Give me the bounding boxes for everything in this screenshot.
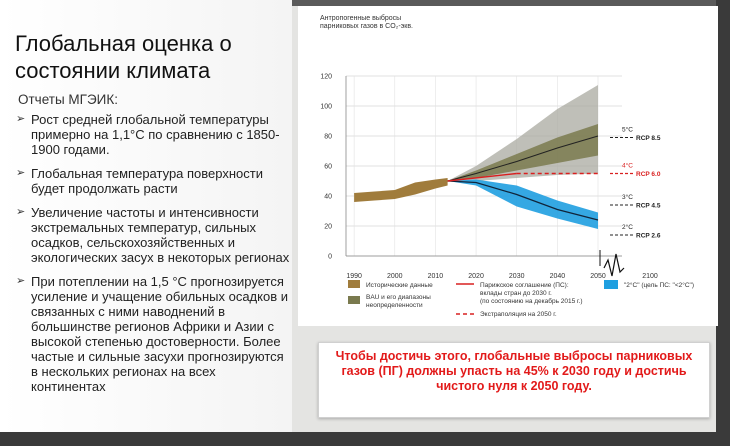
slide-title	[15, 30, 232, 84]
x-tick-label: 2010	[427, 273, 444, 280]
scenario-label: RCP 6.0	[636, 171, 661, 178]
legend-swatch-bau	[348, 296, 360, 304]
x-tick-label: 2000	[386, 273, 403, 280]
chart-title-line-1: Антропогенные выбросы	[320, 15, 402, 22]
scenario-label: RCP 4.5	[636, 202, 661, 210]
y-tick-label: 60	[324, 163, 332, 171]
x-tick-label: 2020	[468, 273, 484, 280]
bullet-item: ➢ Рост средней глобальной температуры примерно на 1,1°С по сравнению с 1850-1900 годами.	[16, 112, 291, 157]
legend-label-paris-line-2: вклады стран до 2030 г.	[480, 290, 552, 297]
x-tick-label: 2050	[590, 273, 606, 280]
callout-box	[318, 342, 710, 418]
scenario-temp-label: 3°C	[622, 194, 633, 201]
x-tick-label: 2100	[642, 273, 658, 280]
bullet-item: ➢ Увеличение частоты и интенсивности экстремальных температур, сильных осадков, сельскохозяйственных и экологических засух в некоторых регионах	[16, 205, 291, 265]
axis-break-mark	[604, 254, 624, 276]
x-tick-label: 1990	[346, 273, 362, 280]
y-tick-label: 80	[324, 133, 332, 141]
emissions-chart	[298, 6, 718, 326]
chart-title-line-2: парниковых газов в CO₂-экв.	[320, 23, 413, 30]
legend-label-two-degree: "2°C" (цель ПС: "<2°C")	[624, 282, 694, 289]
bullet-item: ➢ При потеплении на 1,5 °C прогнозируется усиление и учащение обильных осадков и связанных с ними наводнений в большинстве регионов Африки и Азии с высокой степенью достоверности. Более частые и сильные засухи прогнозируются в нескольких регионах на всех континентах	[16, 274, 291, 394]
x-tick-label: 2040	[549, 273, 566, 280]
subtitle: Отчеты МГЭИК:	[18, 92, 118, 107]
y-tick-label: 20	[324, 223, 332, 231]
legend-label-historical: Исторические данные	[366, 282, 433, 289]
scenario-label: RCP 8.5	[636, 135, 661, 142]
y-tick-label: 0	[328, 253, 332, 261]
y-tick-label: 120	[320, 73, 332, 81]
scenario-label: RCP 2.6	[636, 232, 661, 240]
callout-text: Чтобы достичь этого, глобальные выбросы парниковых газов (ПГ) должны упасть на 45% к 2030 году и достичь чистого нуля к 2050 году.	[335, 349, 693, 393]
x-tick-label: 2030	[508, 273, 525, 280]
bullet-list	[16, 112, 291, 403]
text-panel	[0, 0, 292, 446]
bullet-item: ➢ Глобальная температура поверхности будет продолжать расти	[16, 166, 291, 196]
chart-card	[298, 6, 718, 326]
title-line-2: состоянии климата	[15, 58, 211, 83]
scenario-temp-label: 5°C	[622, 126, 633, 134]
scenario-temp-label: 2°C	[622, 224, 633, 231]
legend-swatch-two-degree	[604, 280, 618, 289]
legend-label-extrapolation: Экстраполяция на 2050 г.	[480, 311, 557, 318]
scenario-temp-label: 4°C	[622, 162, 633, 170]
legend-label-paris-line-1: Парижское соглашение (ПС):	[480, 282, 569, 289]
y-tick-label: 40	[324, 193, 332, 201]
legend-swatch-historical	[348, 280, 360, 288]
legend-label-bau-line-1: BAU и его диапазоны	[366, 294, 431, 301]
legend-label-paris-line-3: (по состоянию на декабрь 2015 г.)	[480, 298, 583, 305]
screen-bottom-edge	[0, 432, 730, 446]
legend-label-bau-line-2: неопределенности	[366, 302, 423, 309]
y-tick-label: 100	[320, 103, 332, 111]
screen-right-edge	[716, 0, 730, 446]
title-line-1: Глобальная оценка о	[15, 31, 232, 56]
